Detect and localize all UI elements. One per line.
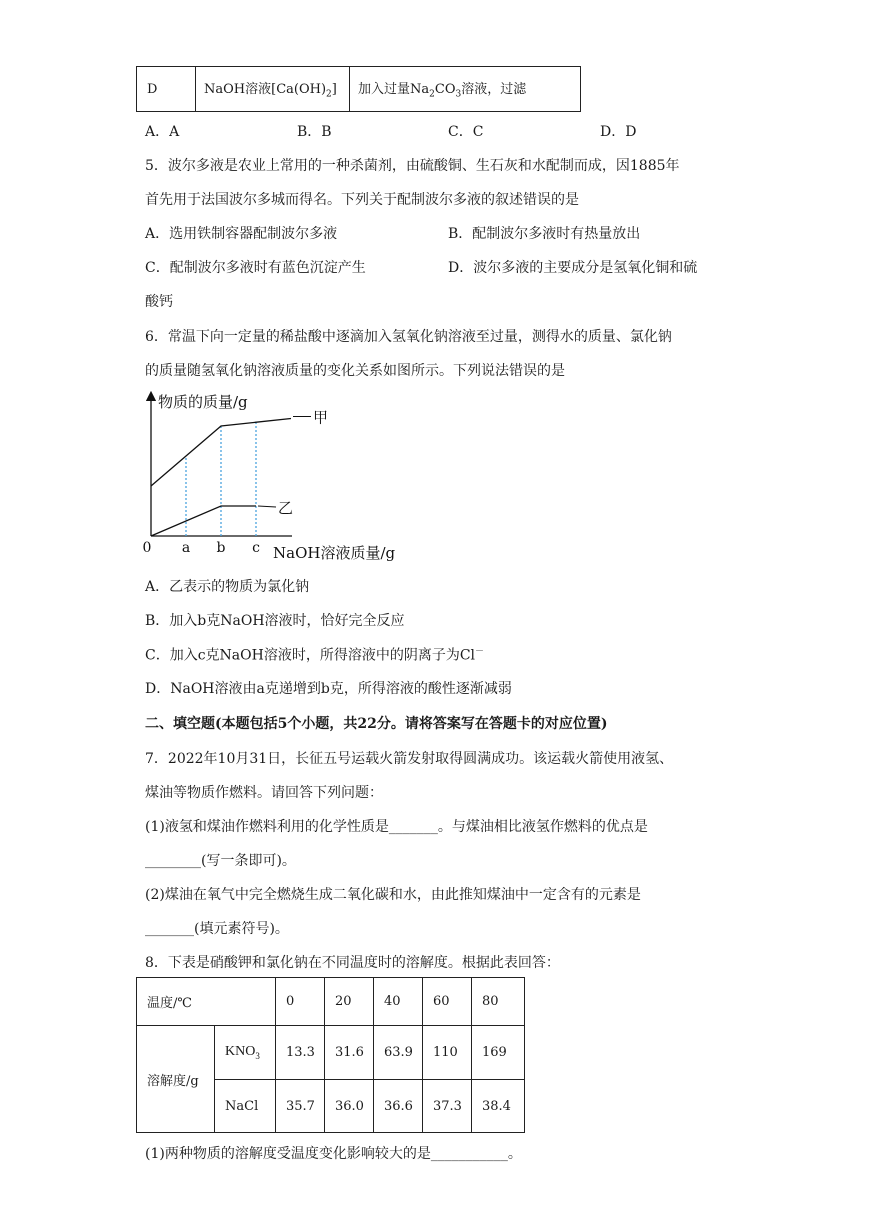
temp-value: 0 <box>286 994 295 1009</box>
temp-value: 20 <box>335 994 352 1009</box>
q4-option-c: C．C <box>448 124 484 140</box>
nacl-cell <box>423 1080 472 1133</box>
series-line-yi <box>151 506 256 536</box>
q5-option-a: A．选用铁制容器配制波尔多液 <box>145 226 338 242</box>
y-axis-label: 物质的质量/g <box>158 393 248 411</box>
temp-label-cell <box>137 978 276 1026</box>
q5-option-b: B．配制波尔多液时有热量放出 <box>448 226 641 242</box>
q7-part1-line1: (1)液氢和煤油作燃料利用的化学性质是_______。与煤油相比液氢作燃料的优点是 <box>145 819 648 835</box>
method-mid: CO <box>434 82 456 98</box>
kno3-cell <box>374 1026 423 1080</box>
substance-sub: 2 <box>326 89 332 100</box>
q7-stem-line2: 煤油等物质作燃料。请回答下列问题： <box>145 785 383 801</box>
nacl-cell <box>472 1080 525 1133</box>
q6-option-c-sup: － <box>475 647 485 657</box>
kno3-cell <box>325 1026 374 1080</box>
temp-cell <box>423 978 472 1026</box>
q5-option-d-line2: 酸钙 <box>145 294 173 310</box>
q6-option-d: D．NaOH溶液由a克递增到b克，所得溶液的酸性逐渐减弱 <box>145 681 512 697</box>
kno3-value: 31.6 <box>335 1045 364 1060</box>
temp-cell <box>325 978 374 1026</box>
nacl-label-cell <box>215 1080 276 1133</box>
table-row <box>137 1026 525 1080</box>
nacl-cell <box>276 1080 325 1133</box>
solubility-table <box>136 977 525 1133</box>
temp-value: 80 <box>482 994 499 1009</box>
method-sub1: 2 <box>429 89 435 100</box>
q6-option-a: A．乙表示的物质为氯化钠 <box>145 579 310 595</box>
x-tick-label: c <box>252 540 260 556</box>
q5-option-d-line1: D．波尔多液的主要成分是氢氧化铜和硫 <box>448 260 698 276</box>
nacl-value: 36.0 <box>335 1098 364 1114</box>
q7-part2-line2: _______(填元素符号)。 <box>145 921 289 937</box>
substance-pre: NaOH溶液[Ca(OH) <box>204 82 327 98</box>
x-tick-label: 0 <box>142 540 152 556</box>
nacl-value: 35.7 <box>286 1098 315 1114</box>
kno3-sub: 3 <box>255 1050 260 1061</box>
temp-cell <box>374 978 423 1026</box>
x-tick-label: a <box>181 540 191 556</box>
kno3-cell <box>423 1026 472 1080</box>
series-label-jia: 甲 <box>313 408 329 427</box>
q4-option-a: A．A <box>145 124 180 140</box>
table-row <box>137 978 525 1026</box>
temp-value: 40 <box>384 994 401 1009</box>
kno3-cell <box>472 1026 525 1080</box>
kno3-value: 169 <box>482 1045 507 1060</box>
temp-value: 60 <box>433 994 450 1009</box>
q6-stem-line1: 6．常温下向一定量的稀盐酸中逐滴加入氢氧化钠溶液至过量，测得水的质量、氯化钠 <box>145 329 672 345</box>
substance-cell <box>196 67 350 112</box>
substance-post: ] <box>331 82 337 98</box>
q7-stem-line1: 7．2022年10月31日，长征五号运载火箭发射取得圆满成功。该运载火箭使用液氢、 <box>145 751 674 767</box>
temp-cell <box>472 978 525 1026</box>
solubility-label-cell <box>137 1026 215 1133</box>
q7-part2-line1: (2)煤油在氧气中完全燃烧生成二氧化碳和水，由此推知煤油中一定含有的元素是 <box>145 887 641 903</box>
series-label-leader <box>258 506 276 507</box>
q5-stem-line1: 5．波尔多液是农业上常用的一种杀菌剂，由硫酸铜、生石灰和水配制而成，因1885年 <box>145 158 680 174</box>
q4-option-d: D．D <box>600 124 637 140</box>
method-cell <box>350 67 581 112</box>
kno3-value: 110 <box>433 1045 458 1060</box>
method-post: 溶液，过滤 <box>461 82 527 98</box>
row-label <box>137 67 196 112</box>
q4-option-b: B．B <box>297 124 332 140</box>
q6-option-b: B．加入b克NaOH溶液时，恰好完全反应 <box>145 613 405 629</box>
method-sub2: 3 <box>455 89 462 100</box>
section2-heading: 二、填空题(本题包括5个小题，共22分。请将答案写在答题卡的对应位置) <box>145 716 608 732</box>
q5-option-c: C．配制波尔多液时有蓝色沉淀产生 <box>145 260 366 276</box>
q7-part1-line2: ________(写一条即可)。 <box>145 853 296 869</box>
q6-chart <box>140 388 420 568</box>
q6-option-c-text: C．加入c克NaOH溶液时，所得溶液中的阴离子为Cl <box>145 647 476 664</box>
nacl-value: 37.3 <box>433 1098 462 1114</box>
x-tick-label: b <box>216 540 226 556</box>
temp-cell <box>276 978 325 1026</box>
kno3-label-cell <box>215 1026 276 1080</box>
q8-stem: 8．下表是硝酸钾和氯化钠在不同温度时的溶解度。根据此表回答： <box>145 955 560 971</box>
table-row <box>137 67 581 112</box>
q6-stem-line2: 的质量随氢氧化钠溶液质量的变化关系如图所示。下列说法错误的是 <box>145 363 565 379</box>
method-pre: 加入过量Na <box>358 82 430 98</box>
kno3-value: 13.3 <box>286 1045 315 1060</box>
nacl-value: 38.4 <box>482 1098 511 1114</box>
kno3-value: 63.9 <box>384 1045 413 1060</box>
q5-stem-line2: 首先用于法国波尔多城而得名。下列关于配制波尔多液的叙述错误的是 <box>145 192 579 208</box>
nacl-cell <box>374 1080 423 1133</box>
row-label-text: D <box>147 81 158 97</box>
x-axis-label: NaOH溶液质量/g <box>273 544 396 562</box>
nacl-value: 36.6 <box>384 1098 413 1114</box>
kno3-pre: KNO <box>225 1044 256 1060</box>
kno3-cell <box>276 1026 325 1080</box>
nacl-label: NaCl <box>225 1098 259 1114</box>
top-table <box>136 66 581 112</box>
solubility-label: 溶解度/g <box>147 1073 199 1089</box>
nacl-cell <box>325 1080 374 1133</box>
series-label-yi: 乙 <box>278 499 294 517</box>
temp-label: 温度/℃ <box>147 996 192 1011</box>
q8-part1: (1)两种物质的溶解度受温度变化影响较大的是___________。 <box>145 1146 522 1162</box>
q6-option-c <box>145 644 484 665</box>
